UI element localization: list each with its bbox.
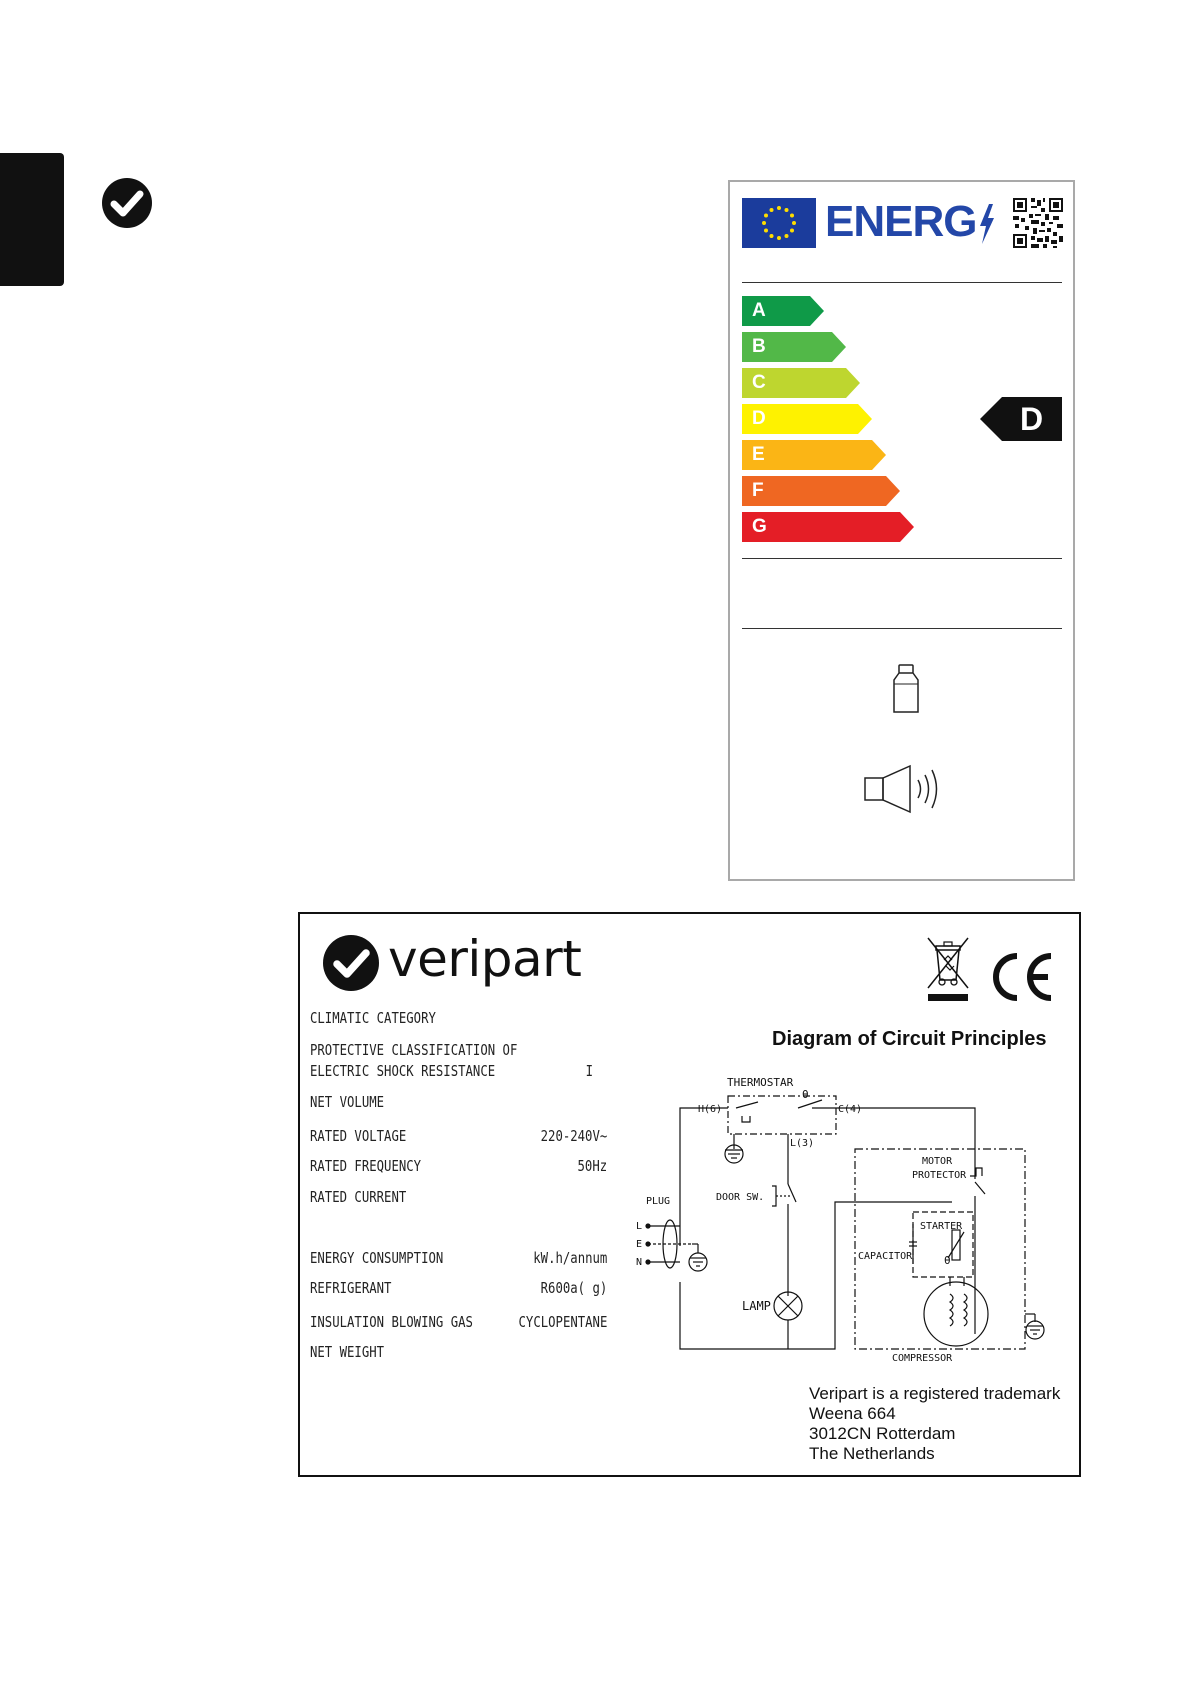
bottle-icon	[892, 664, 920, 714]
label-protector: PROTECTOR	[912, 1170, 967, 1181]
label-c4: C(4)	[838, 1104, 863, 1115]
class-label-e: E	[752, 444, 765, 465]
class-arrow-g	[742, 512, 914, 542]
spec-value-shock: I	[585, 1062, 593, 1080]
divider	[742, 628, 1062, 629]
address-line-1: Veripart is a registered trademark	[809, 1384, 1061, 1403]
eu-flag-icon	[742, 198, 816, 248]
lightning-icon	[978, 204, 996, 244]
label-starter: STARTER	[920, 1221, 963, 1232]
label-door-sw: DOOR SW.	[716, 1192, 765, 1203]
circuit-diagram	[630, 1064, 1080, 1364]
class-label-b: B	[752, 336, 766, 357]
spec-label-shock: ELECTRIC SHOCK RESISTANCE	[310, 1062, 496, 1080]
spec-label-current: RATED CURRENT	[310, 1188, 407, 1206]
address-line-2: Weena 664	[809, 1404, 896, 1423]
spec-label-frequency: RATED FREQUENCY	[310, 1157, 422, 1175]
qr-code-icon	[1013, 198, 1063, 248]
label-compressor: COMPRESSOR	[892, 1353, 953, 1364]
spec-value-frequency: 50Hz	[577, 1157, 607, 1175]
ce-mark-icon	[988, 952, 1056, 1002]
spec-label-net-volume: NET VOLUME	[310, 1093, 385, 1111]
class-label-g: G	[752, 516, 767, 537]
speaker-icon	[864, 764, 946, 814]
label-theta-top: θ	[802, 1088, 809, 1101]
veripart-logo-icon	[322, 934, 380, 992]
side-tab	[0, 153, 64, 286]
label-h6: H(6)	[698, 1104, 723, 1115]
energy-word: ENERG	[825, 197, 977, 246]
address-line-4: The Netherlands	[809, 1444, 935, 1463]
label-capacitor: CAPACITOR	[858, 1251, 913, 1262]
spec-value-energy: kW.h/annum	[532, 1249, 607, 1267]
spec-label-energy: ENERGY CONSUMPTION	[310, 1249, 444, 1267]
spec-label-insulation: INSULATION BLOWING GAS	[310, 1313, 473, 1331]
label-lamp: LAMP	[742, 1299, 771, 1313]
label-thermostar: THERMOSTAR	[727, 1076, 794, 1089]
label-plug: PLUG	[646, 1196, 671, 1207]
spec-label-protective: PROTECTIVE CLASSIFICATION OF	[310, 1041, 518, 1059]
label-n: N	[636, 1257, 643, 1268]
divider	[742, 558, 1062, 559]
rating-value: D	[1020, 401, 1044, 437]
brand-name: veripart	[388, 930, 582, 988]
address-line-3: 3012CN Rotterdam	[809, 1424, 956, 1443]
spec-value-voltage: 220-240V~	[540, 1127, 607, 1145]
label-motor: MOTOR	[922, 1156, 953, 1167]
energy-label	[728, 180, 1075, 881]
spec-label-refrigerant: REFRIGERANT	[310, 1279, 392, 1297]
spec-value-refrigerant: R600a( g)	[540, 1279, 607, 1297]
rating-plate	[298, 912, 1081, 1477]
diagram-title: Diagram of Circuit Principles	[772, 1028, 1047, 1050]
class-label-d: D	[752, 408, 766, 429]
label-l3: L(3)	[790, 1138, 815, 1149]
class-label-f: F	[752, 480, 764, 501]
label-e: E	[636, 1239, 643, 1250]
label-theta-starter: θ	[944, 1254, 951, 1267]
class-label-c: C	[752, 372, 766, 393]
spec-label-net-weight: NET WEIGHT	[310, 1343, 385, 1361]
class-label-a: A	[752, 300, 766, 321]
class-arrow-f	[742, 476, 900, 506]
veripart-check-icon	[101, 177, 153, 229]
label-l: L	[636, 1221, 643, 1232]
spec-value-insulation: CYCLOPENTANE	[518, 1313, 607, 1331]
divider	[742, 282, 1062, 283]
spec-label-voltage: RATED VOLTAGE	[310, 1127, 407, 1145]
spec-label-climatic: CLIMATIC CATEGORY	[310, 1009, 436, 1027]
weee-bin-icon	[924, 936, 972, 1002]
